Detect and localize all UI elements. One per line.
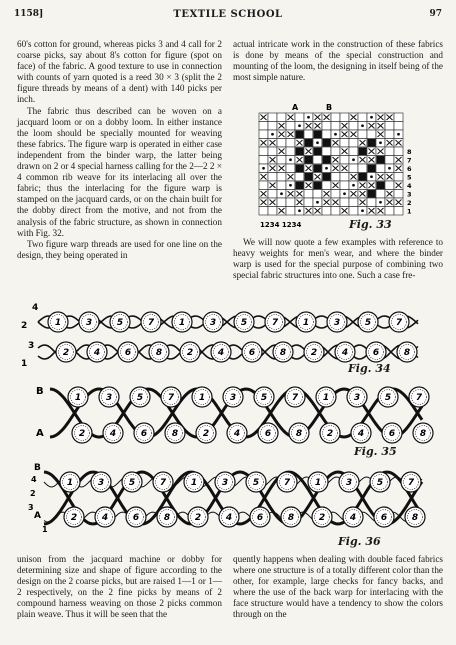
yarn-number: 6 <box>248 348 256 359</box>
grid-cell <box>385 207 394 216</box>
grid-dot <box>379 201 382 204</box>
yarn-number: 4 <box>93 348 101 359</box>
grid-cell <box>268 147 277 156</box>
yarn-number: 6 <box>124 348 132 359</box>
grid-dot <box>379 141 382 144</box>
yarn-number: 2 <box>318 513 326 524</box>
yarn-number: 8 <box>403 348 411 359</box>
yarn-number: 7 <box>159 478 167 489</box>
yarn-number: 8 <box>287 513 295 524</box>
grid-dot <box>307 116 310 119</box>
yarn-number: 3 <box>229 393 237 404</box>
grid-cell <box>277 181 286 190</box>
grid-cell <box>394 190 403 199</box>
page-marker: 1158] <box>14 9 44 19</box>
grid-fill <box>377 182 385 190</box>
paragraph: Two figure warp threads are used for one line on the design, they being operated in <box>17 238 222 260</box>
grid-cell <box>358 164 367 173</box>
yarn-number: 4 <box>101 513 109 524</box>
fig33-label-a: A <box>292 103 299 112</box>
grid-dot <box>298 209 301 212</box>
figure-35 <box>18 378 438 460</box>
fig33-caption: Fig. 33 <box>349 218 392 231</box>
fig33-side-number: 1 <box>407 207 412 216</box>
grid-cell <box>340 198 349 207</box>
grid-cell <box>277 173 286 182</box>
yarn-number: 3 <box>105 393 113 404</box>
yarn-number: 8 <box>171 429 179 440</box>
yarn-number: 4 <box>349 513 357 524</box>
grid-dot <box>262 167 265 170</box>
yarn-number: 4 <box>225 513 233 524</box>
grid-cell <box>331 190 340 199</box>
yarn-number: 5 <box>128 478 136 489</box>
grid-fill <box>296 182 304 190</box>
grid-cell <box>331 147 340 156</box>
grid-fill <box>314 148 322 156</box>
fig36-label-4: 4 <box>31 475 37 484</box>
fig34-caption: Fig. 34 <box>348 362 391 375</box>
fig33-side-number: 3 <box>407 190 412 199</box>
fig33-side-number: 8 <box>407 148 412 156</box>
yarn-number: 8 <box>411 513 419 524</box>
yarn-number: 2 <box>310 348 318 359</box>
grid-cell <box>259 156 268 165</box>
grid-cell <box>259 207 268 216</box>
grid-cell <box>340 173 349 182</box>
grid-cell <box>331 207 340 216</box>
yarn-number: 1 <box>322 393 330 404</box>
yarn-number: 1 <box>314 478 322 489</box>
grid-cell <box>385 181 394 190</box>
fig33-cells <box>259 113 403 215</box>
fig36-label-1: 1 <box>42 525 48 534</box>
yarn-number: 8 <box>155 348 163 359</box>
grid-dot <box>334 133 337 136</box>
fig36-label-3: 3 <box>28 503 34 512</box>
paragraph: We will now quote a few examples with reference to heavy weights for men's wear, and where the binder warp is used for the special purpose of combining two special fabric structures into one. Such a case fre- <box>233 237 443 281</box>
fig36-label-2: 2 <box>30 489 36 498</box>
yarn-number: 6 <box>264 429 272 440</box>
grid-dot <box>280 192 283 195</box>
grid-cell <box>394 122 403 131</box>
fig34-label-3: 3 <box>28 341 35 351</box>
grid-dot <box>397 133 400 136</box>
yarn-number: 2 <box>78 429 86 440</box>
yarn-number: 6 <box>372 348 380 359</box>
grid-cell <box>286 207 295 216</box>
yarn-number: 8 <box>419 429 427 440</box>
grid-cell <box>394 113 403 122</box>
grid-cell <box>349 198 358 207</box>
figure-34 <box>18 300 438 380</box>
grid-cell <box>322 207 331 216</box>
yarn-number: 5 <box>384 393 392 404</box>
yarn-number: 3 <box>209 318 217 329</box>
page-number: 97 <box>429 9 442 19</box>
grid-cell <box>295 113 304 122</box>
grid-cell <box>259 181 268 190</box>
paragraph: 60's cotton for ground, whereas picks 3 and 4 call for 2 coarse picks, say about 8's cotton for figure (spot on face) of the fabric. A good texture to use in connection with counts of yarn quoted is a reed 30 × 3 (split the 2 figure threads by means of a dent) with 140 picks per inch. <box>17 39 222 105</box>
grid-cell <box>322 130 331 139</box>
grid-cell <box>259 122 268 131</box>
yarn-number: 8 <box>295 429 303 440</box>
grid-cell <box>322 147 331 156</box>
grid-dot <box>370 175 373 178</box>
fig33-side-numbers <box>407 148 412 216</box>
grid-cell <box>340 139 349 148</box>
yarn-number: 2 <box>194 513 202 524</box>
fig35-interlacing <box>50 387 433 443</box>
grid-dot <box>361 124 364 127</box>
grid-cell <box>268 207 277 216</box>
yarn-number: 8 <box>279 348 287 359</box>
grid-cell <box>286 147 295 156</box>
grid-fill <box>377 156 385 164</box>
yarn-number: 2 <box>70 513 78 524</box>
grid-dot <box>325 167 328 170</box>
yarn-number: 1 <box>74 393 82 404</box>
fig35-caption: Fig. 35 <box>354 445 397 458</box>
grid-dot <box>298 124 301 127</box>
yarn-number: 7 <box>291 393 299 404</box>
grid-cell <box>286 139 295 148</box>
yarn-number: 8 <box>163 513 171 524</box>
grid-cell <box>376 190 385 199</box>
yarn-number: 5 <box>240 318 248 329</box>
yarn-number: 7 <box>147 318 155 329</box>
grid-cell <box>367 130 376 139</box>
paragraph: unison from the jacquard machine or dobby for determining size and shape of figure according to the design on the 2 coarse picks, but are raised 1—1 or 1—2 respectively, on the 2 fine picks by means of 2 compound harness weaving on those 2 picks common plain weave. Thus it will be seen that the <box>17 554 222 620</box>
fig33-side-number: 6 <box>407 165 412 173</box>
grid-dot <box>352 184 355 187</box>
grid-cell <box>367 198 376 207</box>
fig34-interlacing <box>38 312 418 362</box>
yarn-number: 2 <box>202 429 210 440</box>
yarn-number: 4 <box>357 429 365 440</box>
grid-cell <box>277 113 286 122</box>
yarn-number: 4 <box>233 429 241 440</box>
grid-cell <box>331 122 340 131</box>
yarn-number: 7 <box>283 478 291 489</box>
paragraph: actual intricate work in the construction of these fabrics is done by means of the special construction and mounting of the loom, the designing in itself being of the most simple nature. <box>233 39 444 83</box>
yarn-number: 2 <box>326 429 334 440</box>
yarn-number: 3 <box>333 318 341 329</box>
yarn-number: 1 <box>190 478 198 489</box>
grid-fill <box>305 156 313 164</box>
grid-fill <box>323 173 331 181</box>
yarn-number: 5 <box>260 393 268 404</box>
grid-fill <box>359 148 367 156</box>
grid-cell <box>268 122 277 131</box>
figure-33 <box>257 101 417 233</box>
grid-fill <box>368 165 376 173</box>
yarn-number: 7 <box>167 393 175 404</box>
grid-cell <box>295 173 304 182</box>
yarn-number: 3 <box>221 478 229 489</box>
yarn-number: 6 <box>380 513 388 524</box>
yarn-number: 3 <box>345 478 353 489</box>
yarn-number: 1 <box>54 318 62 329</box>
grid-cell <box>385 147 394 156</box>
grid-cell <box>340 156 349 165</box>
grid-dot <box>289 158 292 161</box>
yarn-number: 6 <box>256 513 264 524</box>
grid-cell <box>340 113 349 122</box>
fig33-side-number: 5 <box>407 173 412 182</box>
yarn-number: 5 <box>116 318 124 329</box>
grid-dot <box>388 167 391 170</box>
grid-cell <box>322 181 331 190</box>
yarn-number: 3 <box>353 393 361 404</box>
fig35-label-a: A <box>36 428 44 439</box>
yarn-number: 4 <box>217 348 225 359</box>
fig36-caption: Fig. 36 <box>338 535 381 548</box>
grid-cell <box>349 139 358 148</box>
yarn-number: 4 <box>109 429 117 440</box>
grid-cell <box>331 113 340 122</box>
page-header <box>14 9 442 23</box>
fig35-label-b: B <box>36 386 44 397</box>
yarn-number: 5 <box>376 478 384 489</box>
right-column-top-text <box>233 39 443 83</box>
yarn-number: 7 <box>407 478 415 489</box>
grid-cell <box>394 207 403 216</box>
grid-cell <box>394 147 403 156</box>
figure-36 <box>18 460 438 552</box>
fig33-bottom-numbers: 1234 1234 <box>260 221 302 229</box>
grid-dot <box>271 133 274 136</box>
grid-fill <box>323 156 331 164</box>
grid-cell <box>277 156 286 165</box>
grid-cell <box>349 147 358 156</box>
grid-cell <box>268 173 277 182</box>
grid-cell <box>376 164 385 173</box>
grid-cell <box>340 181 349 190</box>
grid-cell <box>259 130 268 139</box>
grid-cell <box>322 122 331 131</box>
fig36-label-b: B <box>34 463 41 473</box>
fig36-label-a: A <box>34 511 41 521</box>
yarn-number: 2 <box>62 348 70 359</box>
grid-dot <box>361 209 364 212</box>
yarn-number: 1 <box>66 478 74 489</box>
fig33-side-number: 7 <box>407 156 412 165</box>
grid-fill <box>296 165 304 173</box>
grid-fill <box>323 139 331 147</box>
grid-cell <box>331 173 340 182</box>
yarn-number: 5 <box>136 393 144 404</box>
fig33-label-b: B <box>326 103 333 112</box>
grid-dot <box>289 184 292 187</box>
grid-dot <box>370 116 373 119</box>
grid-cell <box>313 190 322 199</box>
yarn-number: 2 <box>186 348 194 359</box>
grid-dot <box>316 141 319 144</box>
yarn-number: 7 <box>271 318 279 329</box>
grid-fill <box>305 173 313 181</box>
grid-cell <box>259 147 268 156</box>
paragraph: The fabric thus described can be woven on a jacquard loom or on a dobby loom. In either instance the loom should be specially mounted for weaving these fabrics. The figure warp is operated in either case independent from the binder warp, the latter being drawn on 2 or 4 special harness calling for the 2—2 2 × 4 common rib weave for its interlacing all over the fabric; thus the interlacing for the figure warp is stamped on the jacquard cards, or on the chain built for the dobby direct from the motive, and not from the analysis of the fabric structure, as shown in connection with Fig. 32. <box>17 105 222 238</box>
grid-dot <box>352 158 355 161</box>
yarn-number: 1 <box>178 318 186 329</box>
grid-cell <box>358 113 367 122</box>
grid-dot <box>343 192 346 195</box>
grid-cell <box>268 190 277 199</box>
grid-cell <box>286 122 295 131</box>
right-column-bottom-text <box>233 554 443 621</box>
yarn-number: 7 <box>415 393 423 404</box>
yarn-number: 1 <box>302 318 310 329</box>
fig33-side-number: 4 <box>407 182 412 190</box>
paragraph: quently happens when dealing with double faced fabrics where one structure is of a totally different color than the other, for example, large checks for fancy backs, and where the use of the back warp for interlacing with the face structure would have a tendency to show the colors through on the <box>233 554 443 620</box>
fig34-label-4: 4 <box>32 303 39 313</box>
grid-cell <box>277 139 286 148</box>
grid-fill <box>314 182 322 190</box>
yarn-number: 6 <box>140 429 148 440</box>
grid-cell <box>304 190 313 199</box>
yarn-number: 6 <box>388 429 396 440</box>
fig33-side-number: 2 <box>407 199 412 207</box>
grid-cell <box>349 122 358 131</box>
grid-cell <box>313 156 322 165</box>
yarn-number: 1 <box>198 393 206 404</box>
grid-cell <box>358 130 367 139</box>
fig36-interlacing <box>44 472 425 527</box>
yarn-number: 3 <box>85 318 93 329</box>
yarn-number: 4 <box>341 348 349 359</box>
grid-fill <box>359 173 367 181</box>
yarn-number: 6 <box>132 513 140 524</box>
grid-cell <box>385 130 394 139</box>
yarn-number: 5 <box>252 478 260 489</box>
grid-cell <box>385 156 394 165</box>
grid-cell <box>268 113 277 122</box>
yarn-number: 7 <box>395 318 403 329</box>
grid-cell <box>277 198 286 207</box>
grid-cell <box>304 130 313 139</box>
grid-cell <box>385 122 394 131</box>
grid-cell <box>286 164 295 173</box>
left-column-bottom-text <box>17 554 222 621</box>
grid-fill <box>368 190 376 198</box>
running-title: TEXTILE SCHOOL <box>173 9 283 20</box>
fig34-label-1: 1 <box>21 359 28 369</box>
grid-cell <box>349 207 358 216</box>
grid-fill <box>368 139 376 147</box>
grid-cell <box>394 173 403 182</box>
right-column-mid-text <box>233 237 443 281</box>
grid-fill <box>296 131 304 139</box>
fig34-label-2: 2 <box>21 321 28 331</box>
grid-dot <box>316 201 319 204</box>
yarn-number: 3 <box>97 478 105 489</box>
grid-fill <box>314 131 322 139</box>
grid-fill <box>305 139 313 147</box>
grid-cell <box>304 198 313 207</box>
left-column-top-text <box>17 39 222 261</box>
grid-cell <box>286 198 295 207</box>
grid-cell <box>349 164 358 173</box>
grid-fill <box>314 165 322 173</box>
fig33-grid-diagram <box>257 101 417 233</box>
grid-fill <box>296 148 304 156</box>
yarn-number: 5 <box>364 318 372 329</box>
